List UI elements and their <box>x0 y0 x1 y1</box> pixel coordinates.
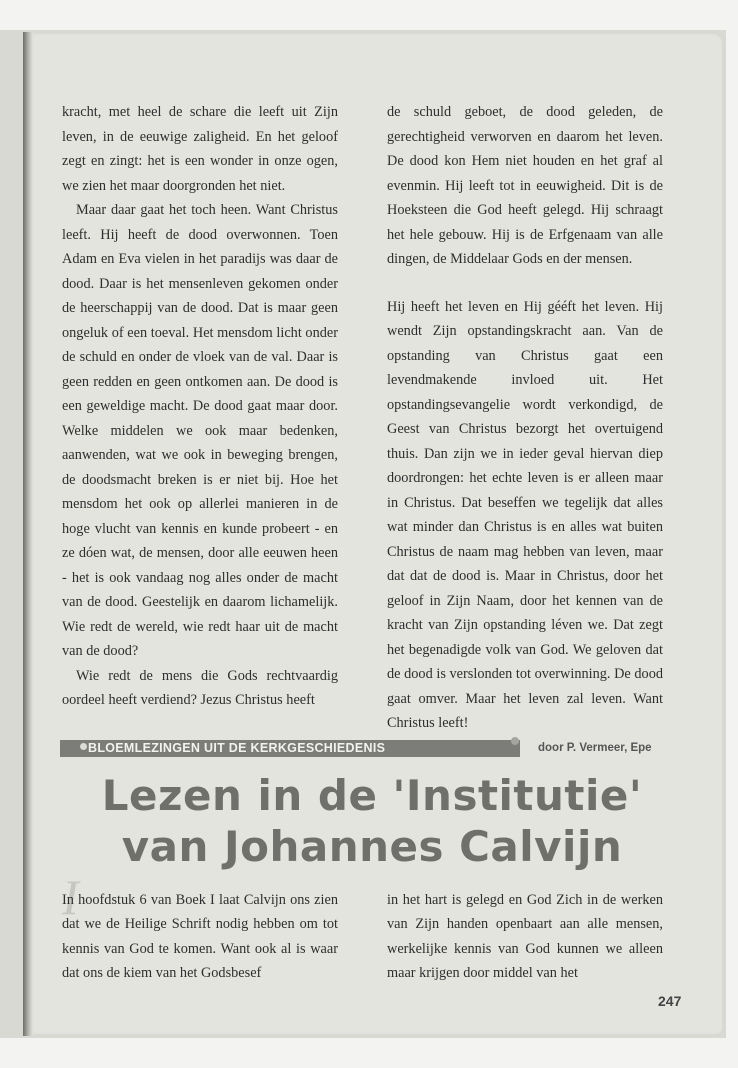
paragraph: de schuld geboet, de dood geleden, de gerechtigheid verworven en daarom het leven. De dood kon Hem niet houden en het graf al evenmin. Hij leeft tot in eeuwigheid. Dit is de Hoeksteen die God heeft gelegd. Hij schraagt het hele gebouw. Hij is de Erfgenaam van alle dingen, de Middelaar Gods en der mensen. <box>387 104 663 267</box>
paragraph-gap <box>387 272 663 295</box>
title-line-2: van Johannes Calvijn <box>121 822 623 871</box>
series-banner <box>60 740 685 757</box>
article-body-right <box>387 888 663 985</box>
paragraph: Hij heeft het leven en Hij gééft het leven. Hij wendt Zijn opstandingskracht aan. Van de opstanding van Christus gaat een levendmakende invloed uit. Het opstandingsevangelie wordt verkondigd, de Geest van Christus bezorgt het overtuigend thuis. Dan zijn we in ieder geval hiervan diep doordrongen: het echte leven is er alleen maar in Christus. Dat beseffen we tegelijk dat alles wat minder dan Christus is en alles wat buiten Christus de naam mag hebben van leven, maar dat dat de dood is. Maar in Christus, door het geloof in Zijn Naam, door het kennen van de kracht van Zijn opstanding léven we. Dat zegt het begenadigde volk van God. We geloven dat de dood is verslonden tot overwinning. De dood gaat omver. Maar het leven zal leven. Want Christus leeft! <box>387 298 663 731</box>
article-body-left <box>62 888 338 985</box>
drop-cap: I <box>62 869 79 925</box>
page-spine <box>23 32 33 1036</box>
left-column <box>62 100 338 713</box>
paragraph: Maar daar gaat het toch heen. Want Christus leeft. Hij heeft de dood overwonnen. Toen Adam en Eva vielen in het paradijs was daar de dood. Daar is het mensenleven gekomen onder de heerschappij van de dood. Dat is maar geen ongeluk of een toeval. Het mensdom licht onder de schuld en onder de vloek van de val. Daar is geen redden en geen ontkomen aan. De dood is een geweldige macht. De dood gaat maar door. Welke middelen we ook maar bedenken, aanwenden, wat we ook in beweging brengen, de doodsmacht breken is er niet bij. Hoe het mensdom het ook op allerlei manieren in de hoge vlucht van kennis en kunde probeert - en ze dóen wat, de mensen, door alle eeuwen heen - het is ook vandaag nog alles onder de macht van de dood. Geestelijk en daarom lichamelijk. Wie redt de wereld, wie redt haar uit de macht van de dood? <box>62 202 338 659</box>
title-line-1: Lezen in de 'Institutie' <box>101 771 643 820</box>
series-label: BLOEMLEZINGEN UIT DE KERKGESCHIEDENIS <box>60 740 520 757</box>
right-column <box>387 100 663 736</box>
paragraph: Wie redt de mens die Gods rechtvaardig oordeel heeft verdiend? Jezus Christus heeft <box>62 667 338 708</box>
author-byline: door P. Vermeer, Epe <box>538 742 652 754</box>
paragraph: kracht, met heel de schare die leeft uit Zijn leven, in de eeuwige zaligheid. En het geloof zegt en zingt: het is een wonder in onze ogen, we zien het maar doorgronden het niet. <box>62 104 338 194</box>
paragraph: in het hart is gelegd en God Zich in de werken van Zijn handen openbaart aan alle mensen, werkelijke kennis van God kunnen we alleen maar krijgen door middel van het <box>387 892 663 981</box>
banner-dot-icon <box>80 743 87 750</box>
page-number: 247 <box>658 993 682 1009</box>
article-title <box>62 770 682 872</box>
banner-dot-icon <box>511 737 519 745</box>
paragraph: In hoofdstuk 6 van Boek I laat Calvijn ons zien dat we de Heilige Schrift nodig hebben om tot kennis van God te komen. Want ook al is waar dat ons de kiem van het Godsbesef <box>62 892 338 981</box>
